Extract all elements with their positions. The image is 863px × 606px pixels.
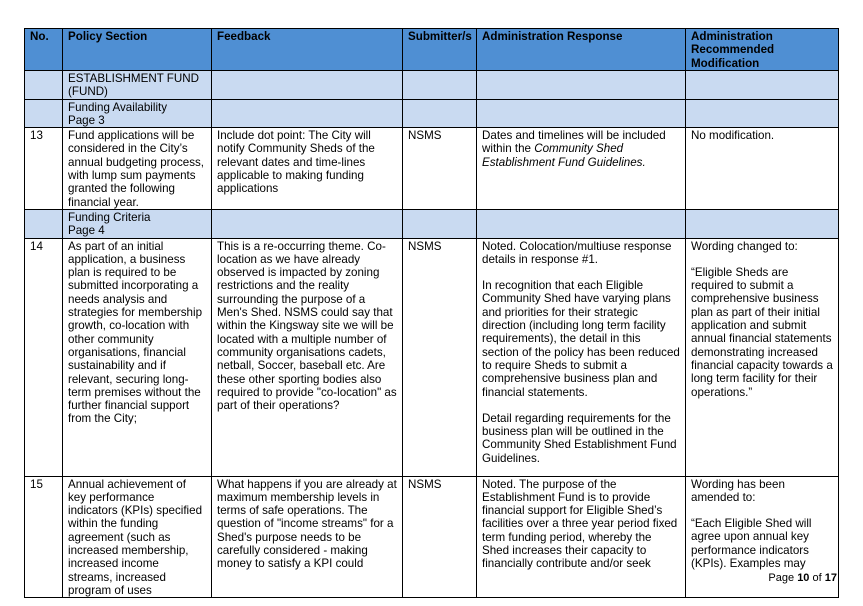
table-row-15 (25, 476, 839, 598)
section-funding-availability (63, 99, 212, 128)
row-13-response-guidelines: Community Shed Establishment Fund Guidelines. (482, 142, 646, 169)
page-number (768, 572, 837, 584)
row-15-feedback: What happens if you are already at maximum membership levels in terms of safe operations. The question of "income streams" for a Shed's purpose needs to be carefully considered - making money to satisfy a KPI could (212, 476, 403, 598)
row-15-policy: Annual achievement of key performance indicators (KPIs) specified within the funding agreement (such as increased membership, increased income streams, increased program of uses (63, 476, 212, 598)
feedback-table (24, 28, 839, 598)
page-total: 17 (824, 572, 837, 584)
row-14-feedback: This is a re-occurring theme. Co-location as we have already observed is impacted by zoning restrictions and the reality surrounding the purpose of a Men's Shed. NSMS could say that within the Kingsway site we will be located with a multiple number of community organisations cadets, netball, Soccer, baseball etc. Are these other sporting bodies also required to provide "co-location" as part of their operations? (212, 238, 403, 476)
header-submitters: Submitter/s (403, 29, 477, 71)
table-header-row (25, 29, 839, 71)
row-15-no: 15 (25, 476, 63, 598)
section-funding-criteria-title: Funding Criteria (68, 210, 151, 224)
table-row-13 (25, 128, 839, 210)
header-policy-section: Policy Section (63, 29, 212, 71)
row-13-submitter: NSMS (403, 128, 477, 210)
row-14-response-p2: In recognition that each Eligible Community Shed have varying plans and priorities for their strategic direction (including long term facility requirements), the detail in this section of the policy has been reduced to require Sheds to submit a comprehensive business plan and financial statements. (482, 279, 680, 399)
row-13-no: 13 (25, 128, 63, 210)
row-15-submitter: NSMS (403, 476, 477, 598)
row-14-submitter: NSMS (403, 238, 477, 476)
page-of: of (812, 572, 822, 584)
row-14-response-p1: Noted. Colocation/multiuse response details in response #1. (482, 239, 672, 266)
row-14-no: 14 (25, 238, 63, 476)
section-funding-criteria (63, 209, 212, 238)
row-13-response (477, 128, 686, 210)
header-admin-response: Administration Response (477, 29, 686, 71)
header-admin-modification: Administration Recommended Modification (686, 29, 839, 71)
row-15-response: Noted. The purpose of the Establishment Fund is to provide financial support for Eligible Shed’s facilities over a three year period fixed term funding period, whereby the Shed increases their capacity to financially contribute and/or seek (477, 476, 686, 598)
section-establishment-fund: ESTABLISHMENT FUND (FUND) (63, 71, 212, 100)
row-15-modification-p2: “Each Eligible Shed will agree upon annual key performance indicators (KPIs). Examples may (691, 517, 812, 571)
page-word: Page (768, 572, 795, 584)
row-15-modification-p1: Wording has been amended to: (691, 477, 785, 504)
row-13-feedback: Include dot point: The City will notify Community Sheds of the relevant dates and time-lines applicable to making funding applications (212, 128, 403, 210)
row-13-policy: Fund applications will be considered in the City’s annual budgeting process, with lump sum payments granted the following financial year. (63, 128, 212, 210)
header-no: No. (25, 29, 63, 71)
section-row-funding-criteria (25, 209, 839, 238)
row-14-modification-p2: “Eligible Sheds are required to submit a comprehensive business plan as part of their initial application and submit annual financial statements demonstrating increased financial capacity towards a long term facility for their operations.” (691, 265, 833, 399)
row-14-response-p3: Detail regarding requirements for the business plan will be outlined in the Community Shed Establishment Fund Guidelines. (482, 411, 677, 465)
row-13-response-text: Dates and timelines will be included within the (482, 129, 666, 156)
row-14-modification-p1: Wording changed to: (691, 239, 798, 253)
row-14-modification (686, 238, 839, 476)
section-funding-availability-title: Funding Availability (68, 100, 168, 114)
page-current: 10 (797, 572, 810, 584)
section-row-establishment-fund (25, 71, 839, 100)
table-row-14 (25, 238, 839, 476)
section-row-funding-availability (25, 99, 839, 128)
row-14-response (477, 238, 686, 476)
section-funding-availability-page: Page 3 (68, 113, 105, 127)
row-13-modification: No modification. (686, 128, 839, 210)
row-14-policy: As part of an initial application, a business plan is required to be submitted incorporating a needs analysis and strategies for membership growth, co-location with other community organisations, financial sustainability and if relevant, securing long-term premises without the further financial support from the City; (63, 238, 212, 476)
header-feedback: Feedback (212, 29, 403, 71)
section-funding-criteria-page: Page 4 (68, 224, 105, 238)
